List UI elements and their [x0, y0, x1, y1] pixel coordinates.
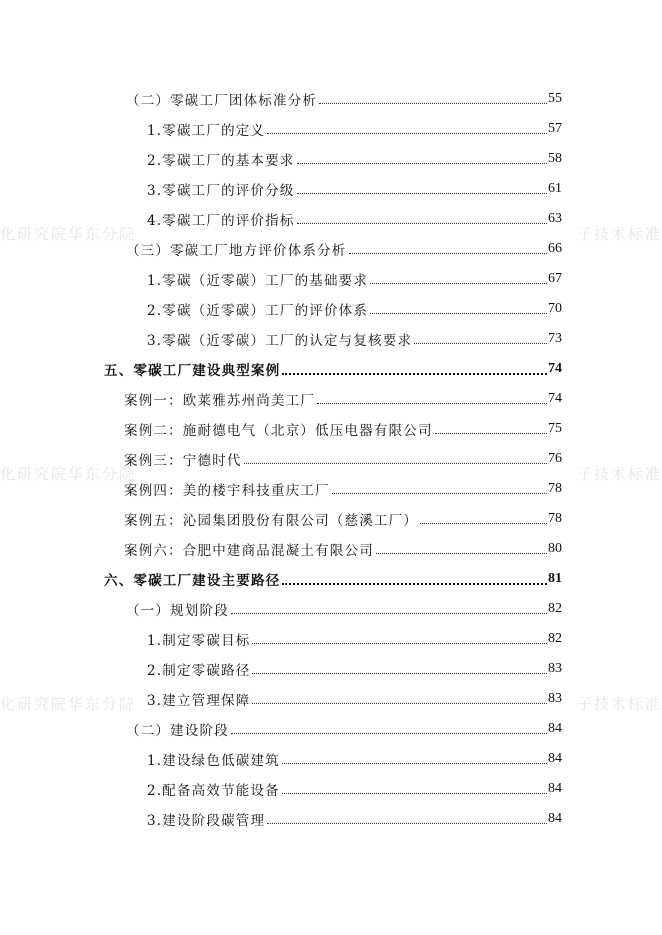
toc-entry[interactable] [0, 174, 662, 204]
dot-leader [267, 132, 547, 134]
toc-entry[interactable] [0, 264, 662, 294]
toc-entry[interactable] [0, 624, 662, 654]
toc-entry-page-number: 82 [548, 631, 562, 646]
toc-entry[interactable] [0, 294, 662, 324]
toc-entry-label: 1.零碳（近零碳）工厂的基础要求 [147, 273, 369, 289]
dot-leader [297, 162, 547, 164]
toc-entry[interactable] [0, 384, 662, 414]
toc-entry-label: 案例二：施耐德电气（北京）低压电器有限公司 [124, 423, 433, 439]
dot-leader [282, 792, 547, 794]
toc-entry[interactable] [0, 414, 662, 444]
toc-entry-page-number: 75 [548, 421, 562, 436]
toc-entry-page-number: 82 [548, 601, 562, 616]
toc-entry-label: 4.零碳工厂的评价指标 [147, 213, 295, 229]
toc-entry-page-number: 73 [548, 331, 562, 346]
toc-entry-page-number: 84 [548, 721, 562, 736]
watermark-right-text: 子技术标准 [576, 225, 662, 243]
toc-entry-page-number: 84 [548, 781, 562, 796]
toc-entry-page-number: 57 [548, 121, 562, 136]
toc-entry[interactable] [0, 774, 662, 804]
toc-entry[interactable] [0, 534, 662, 564]
toc-entry-label: （二）建设阶段 [126, 723, 229, 739]
dot-leader [282, 372, 547, 375]
toc-entry[interactable] [0, 474, 662, 504]
dot-leader [349, 252, 548, 254]
toc-entry[interactable] [0, 594, 662, 624]
toc-entry-page-number: 55 [548, 91, 562, 106]
watermark-left-text: 化研究院华东分院 [0, 465, 137, 483]
toc-entry-page-number: 84 [548, 751, 562, 766]
dot-leader [414, 342, 547, 344]
toc-entry-label: 案例六：合肥中建商品混凝土有限公司 [124, 543, 374, 559]
toc-entry-label: 2.零碳（近零碳）工厂的评价体系 [147, 303, 369, 319]
toc-entry-label: 3.零碳（近零碳）工厂的认定与复核要求 [147, 333, 413, 349]
toc-entry[interactable] [0, 684, 662, 714]
toc-entry[interactable] [0, 84, 662, 114]
toc-entry-label: 1.制定零碳目标 [147, 633, 251, 649]
toc-entry[interactable] [0, 714, 662, 744]
watermark-right-text: 子技术标准 [576, 695, 662, 713]
toc-entry[interactable] [0, 654, 662, 684]
dot-leader [297, 192, 547, 194]
toc-entry-page-number: 78 [548, 481, 562, 496]
toc-entry-label: （二）零碳工厂团体标准分析 [126, 93, 318, 109]
dot-leader [282, 762, 547, 764]
toc-entry-page-number: 61 [548, 181, 562, 196]
toc-entry[interactable] [0, 324, 662, 354]
watermark-left-text: 化研究院华东分院 [0, 695, 137, 713]
toc-entry-page-number: 63 [548, 211, 562, 226]
toc-entry[interactable] [0, 564, 662, 594]
toc-entry-label: 六、零碳工厂建设主要路径 [104, 573, 281, 589]
toc-entry[interactable] [0, 204, 662, 234]
toc-entry-label: 案例四：美的楼宇科技重庆工厂 [124, 483, 330, 499]
toc-entry-page-number: 67 [548, 271, 562, 286]
toc-entry-page-number: 83 [548, 661, 562, 676]
toc-entry-label: 3.零碳工厂的评价分级 [147, 183, 295, 199]
dot-leader [319, 102, 547, 104]
toc-entry-label: 案例五：沁园集团股份有限公司（慈溪工厂） [124, 513, 418, 529]
toc-entry-page-number: 66 [548, 241, 562, 256]
table-of-contents [0, 84, 662, 834]
dot-leader [420, 522, 547, 524]
toc-entry-label: 3.建设阶段碳管理 [147, 813, 266, 829]
toc-entry-label: 1.零碳工厂的定义 [147, 123, 266, 139]
dot-leader [370, 312, 547, 314]
dot-leader [267, 822, 547, 824]
toc-entry-label: （三）零碳工厂地方评价体系分析 [126, 243, 347, 259]
toc-entry[interactable] [0, 144, 662, 174]
toc-entry-label: （一）规划阶段 [126, 603, 229, 619]
toc-entry-label: 1.建设绿色低碳建筑 [147, 753, 280, 769]
dot-leader [297, 222, 547, 224]
dot-leader [370, 282, 547, 284]
dot-leader [231, 612, 547, 614]
dot-leader [435, 432, 547, 434]
dot-leader [376, 552, 547, 554]
dot-leader [252, 672, 547, 674]
toc-entry-label: 五、零碳工厂建设典型案例 [104, 363, 281, 379]
watermark-right-text: 子技术标准 [576, 465, 662, 483]
toc-entry-page-number: 74 [548, 391, 562, 406]
dot-leader [252, 702, 547, 704]
toc-entry-page-number: 81 [548, 571, 562, 586]
toc-entry-page-number: 58 [548, 151, 562, 166]
toc-entry[interactable] [0, 114, 662, 144]
toc-entry-label: 案例一：欧莱雅苏州尚美工厂 [124, 393, 316, 409]
dot-leader [282, 582, 547, 585]
toc-entry-page-number: 83 [548, 691, 562, 706]
toc-entry-page-number: 78 [548, 511, 562, 526]
toc-entry[interactable] [0, 744, 662, 774]
toc-entry[interactable] [0, 444, 662, 474]
toc-entry-label: 2.配备高效节能设备 [147, 783, 280, 799]
toc-entry-page-number: 74 [548, 361, 562, 376]
toc-entry[interactable] [0, 804, 662, 834]
dot-leader [252, 642, 547, 644]
dot-leader [332, 492, 547, 494]
toc-entry[interactable] [0, 354, 662, 384]
watermark-left-text: 化研究院华东分院 [0, 225, 137, 243]
toc-entry[interactable] [0, 504, 662, 534]
dot-leader [231, 732, 547, 734]
toc-entry-page-number: 84 [548, 811, 562, 826]
toc-entry-page-number: 80 [548, 541, 562, 556]
toc-entry-label: 2.制定零碳路径 [147, 663, 251, 679]
toc-entry[interactable] [0, 234, 662, 264]
toc-entry-label: 案例三：宁德时代 [124, 453, 242, 469]
toc-entry-label: 2.零碳工厂的基本要求 [147, 153, 295, 169]
toc-entry-page-number: 76 [548, 451, 562, 466]
dot-leader [244, 462, 547, 464]
dot-leader [317, 402, 547, 404]
toc-entry-page-number: 70 [548, 301, 562, 316]
toc-entry-label: 3.建立管理保障 [147, 693, 251, 709]
